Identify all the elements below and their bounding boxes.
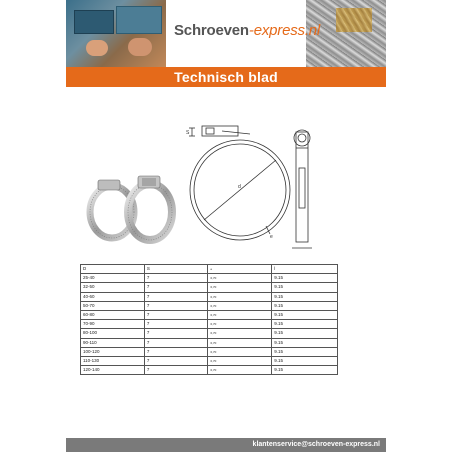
table-row (81, 338, 338, 347)
cell-l: 9.15 (272, 283, 338, 292)
cell-d: 80-100 (81, 329, 145, 338)
cell-e: 0,70 (208, 338, 272, 347)
cell-e: 0,70 (208, 274, 272, 283)
cell-d: 50-70 (81, 301, 145, 310)
cell-d: 90-110 (81, 338, 145, 347)
table-row (81, 301, 338, 310)
header-cell-d: D (81, 265, 145, 274)
header-banner (66, 0, 386, 70)
cell-d: 100-120 (81, 347, 145, 356)
spec-table (80, 264, 338, 375)
table-row (81, 320, 338, 329)
cell-s: 7 (144, 347, 208, 356)
cell-s: 7 (144, 338, 208, 347)
cell-e: 0,70 (208, 320, 272, 329)
cell-l: 9.15 (272, 338, 338, 347)
cell-d: 110-130 (81, 356, 145, 365)
header-cell-s: S (144, 265, 208, 274)
cell-l: 9.15 (272, 301, 338, 310)
cell-e: 0,70 (208, 301, 272, 310)
cell-s: 7 (144, 329, 208, 338)
cell-l: 9.15 (272, 310, 338, 319)
cell-d: 120-140 (81, 366, 145, 375)
cell-d: 25-40 (81, 274, 145, 283)
cell-l: 9.15 (272, 274, 338, 283)
table-row (81, 329, 338, 338)
table-row (81, 366, 338, 375)
cell-s: 7 (144, 320, 208, 329)
table-row (81, 292, 338, 301)
footer-bar (66, 438, 386, 452)
technical-drawing (184, 118, 344, 258)
table-row (81, 274, 338, 283)
cell-s: 7 (144, 301, 208, 310)
cell-d: 32-50 (81, 283, 145, 292)
cell-l: 9.15 (272, 366, 338, 375)
cell-l: 9.15 (272, 356, 338, 365)
table-row (81, 283, 338, 292)
cell-l: 9.15 (272, 320, 338, 329)
header-cell-l: l (272, 265, 338, 274)
table-row (81, 356, 338, 365)
diagram-label-s: S (186, 130, 190, 136)
cell-e: 0,70 (208, 347, 272, 356)
cell-d: 60-80 (81, 310, 145, 319)
cell-e: 0,70 (208, 366, 272, 375)
cell-s: 7 (144, 310, 208, 319)
cell-s: 7 (144, 356, 208, 365)
table-row (81, 347, 338, 356)
cell-s: 7 (144, 274, 208, 283)
cell-e: 0,70 (208, 310, 272, 319)
cell-l: 9.15 (272, 347, 338, 356)
cell-l: 9.15 (272, 329, 338, 338)
brand-main: Schroeven (174, 22, 249, 39)
diagram-label-d: d (238, 184, 241, 190)
hose-clamp-photo (82, 172, 180, 244)
header-cell-e: e (208, 265, 272, 274)
cell-e: 0,70 (208, 356, 272, 365)
header-photo-tools (66, 0, 166, 70)
brand-logo[interactable] (174, 22, 320, 39)
cell-d: 40-60 (81, 292, 145, 301)
diagram-label-e: e (270, 234, 273, 240)
cell-s: 7 (144, 366, 208, 375)
table-row (81, 310, 338, 319)
cell-l: 9.15 (272, 292, 338, 301)
cell-e: 0,70 (208, 329, 272, 338)
brand-accent: -express.nl (248, 22, 321, 39)
page-title: Technisch blad (66, 67, 386, 87)
cell-e: 0,70 (208, 292, 272, 301)
table-header-row (81, 265, 338, 274)
cell-s: 7 (144, 292, 208, 301)
cell-e: 0,70 (208, 283, 272, 292)
cell-d: 70-90 (81, 320, 145, 329)
footer-email-link[interactable]: klantenservice@schroeven-express.nl (252, 441, 380, 448)
cell-s: 7 (144, 283, 208, 292)
